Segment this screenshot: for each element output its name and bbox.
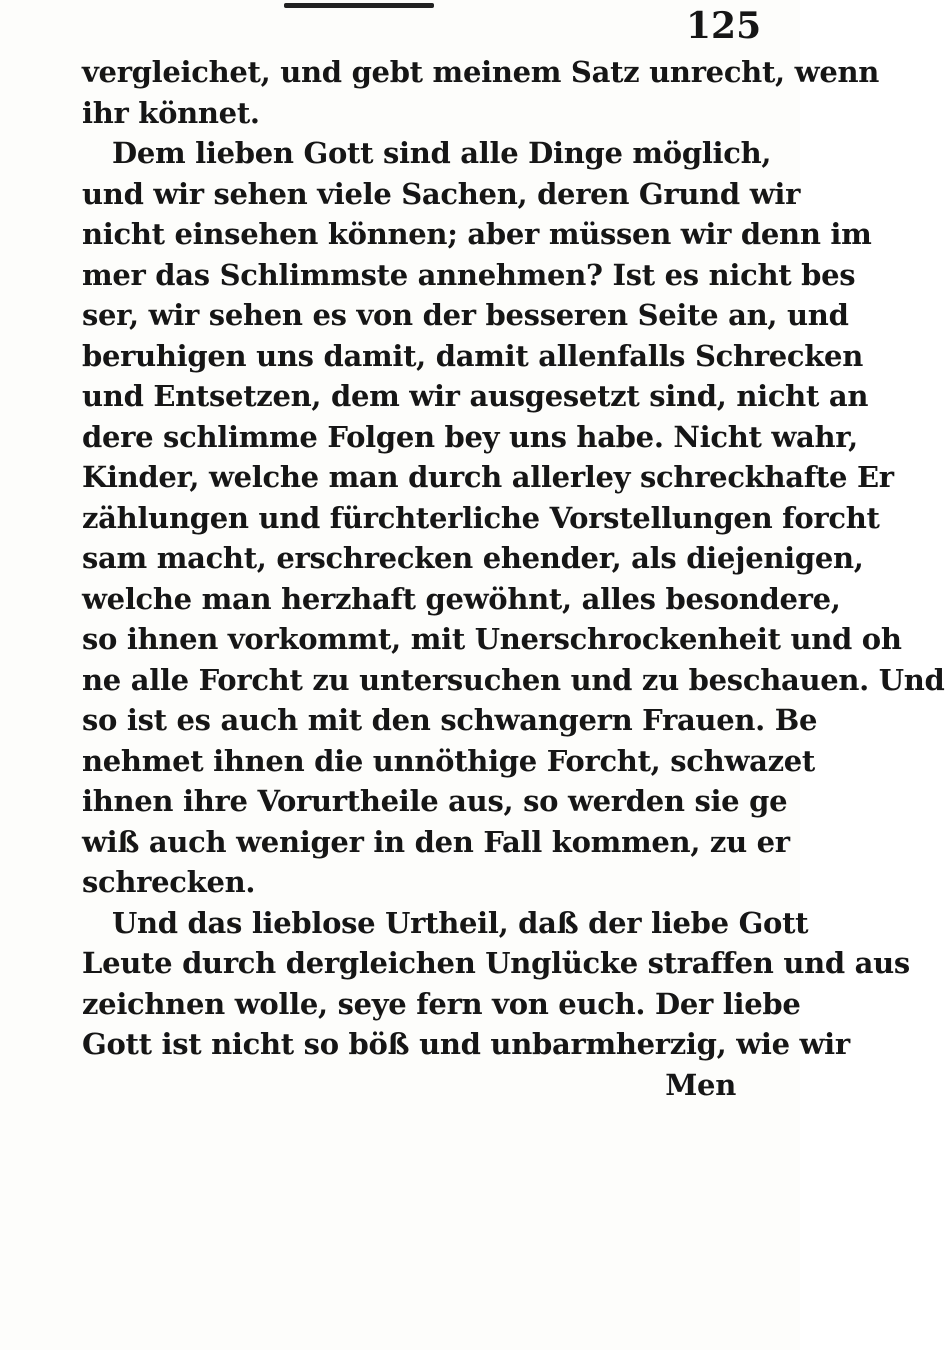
header-rule [284, 3, 434, 8]
text-line: welche man herzhaft gewöhnt, alles besondere, [82, 581, 841, 616]
text-line: ne alle Forcht zu untersuchen und zu beschauen. Und [82, 662, 945, 697]
text-line: nicht einsehen können; aber müssen wir denn im [82, 217, 872, 251]
text-line: ihr könnet. [82, 95, 260, 130]
text-line: ihnen ihre Vorurtheile aus, so werden sie ge [82, 784, 788, 818]
text-line: zeichnen wolle, seye fern von euch. Der liebe [82, 986, 801, 1021]
text-line: und Entsetzen, dem wir ausgesetzt sind, nicht an [82, 379, 869, 413]
body-text [82, 52, 945, 1105]
paragraph-start-line: Dem lieben Gott sind alle Dinge möglich, [112, 136, 772, 170]
text-line: Kinder, welche man durch allerley schreckhafte Er [82, 460, 894, 494]
text-line: so ist es auch mit den schwangern Frauen. Be [82, 703, 818, 737]
text-line: so ihnen vorkommt, mit Unerschrockenheit und oh [82, 622, 902, 656]
text-line: sam macht, erschrecken ehender, als diejenigen, [82, 541, 864, 575]
text-line: und wir sehen viele Sachen, deren Grund wir [82, 176, 801, 211]
text-line: schrecken. [82, 865, 256, 899]
text-line: Leute durch dergleichen Unglücke straffen und aus [82, 946, 910, 980]
text-line: wiß auch weniger in den Fall kommen, zu er [82, 824, 790, 859]
text-line: ser, wir sehen es von der besseren Seite an, und [82, 298, 849, 332]
text-line: vergleichet, und gebt meinem Satz unrecht, wenn [82, 55, 880, 89]
text-line: zählungen und fürchterliche Vorstellungen forcht [82, 500, 880, 535]
text-line: mer das Schlimmste annehmen? Ist es nicht bes [82, 257, 856, 292]
text-line: Gott ist nicht so böß und unbarmherzig, wie wir [82, 1027, 850, 1061]
text-line: beruhigen uns damit, damit allenfalls Schrecken [82, 338, 863, 373]
text-line: dere schlimme Folgen bey uns habe. Nicht wahr, [82, 419, 858, 454]
paragraph-start-line: Und das lieblose Urtheil, daß der liebe Gott [112, 905, 809, 940]
text-line: nehmet ihnen die unnöthige Forcht, schwazet [82, 743, 816, 778]
catchword: Men [665, 1067, 736, 1102]
page-number: 125 [686, 5, 762, 47]
